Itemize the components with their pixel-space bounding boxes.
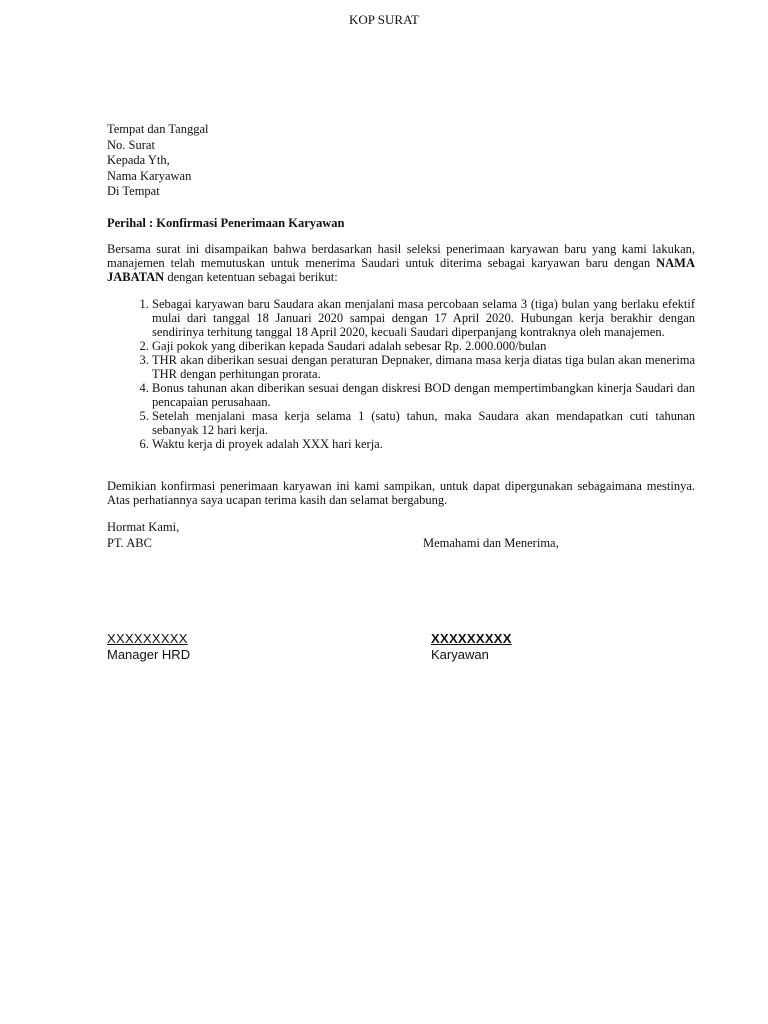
acknowledge-line: Memahami dan Menerima, (423, 536, 559, 550)
place-date-line: Tempat dan Tanggal (107, 122, 209, 136)
signature-role-hrd: Manager HRD (107, 647, 191, 662)
signature-block-hrd (107, 632, 190, 662)
letter-number-line: No. Surat (107, 137, 155, 152)
signature-name-hrd: XXXXXXXXX (107, 631, 188, 646)
intro-paragraph (107, 242, 695, 284)
company-name: PT. ABC (107, 536, 152, 550)
signature-name-employee: XXXXXXXXX (431, 631, 512, 646)
recipient-name: Nama Karyawan (107, 168, 192, 183)
list-item: 5. Setelah menjalani masa kerja selama 1 (satu) tahun, maka Saudara akan mendapatkan cuti tahunan sebanyak 12 hari kerja. (152, 409, 695, 437)
signature-role-employee: Karyawan (431, 647, 489, 662)
position-name: NAMA JABATAN (107, 256, 695, 284)
letterhead-title: KOP SURAT (349, 12, 419, 27)
list-item: 1. Sebagai karyawan baru Saudara akan menjalani masa percobaan selama 3 (tiga) bulan yang berlaku efektif mulai dari tanggal 18 Januari 2020 sampai dengan 17 April 2020. Hubungan kerja berakhir dengan sendirinya terhitung tanggal 18 April 2020, kecuali Saudari diperpanjang kontraknya oleh manajemen. (152, 297, 695, 339)
regards-line: Hormat Kami, (107, 520, 180, 534)
closing-paragraph: Demikian konfirmasi penerimaan karyawan ini kami sampikan, untuk dapat dipergunakan sebagaimana mestinya. Atas perhatiannya saya ucapan terima kasih dan selamat bergabung. (107, 479, 695, 507)
list-item: 6. Waktu kerja di proyek adalah XXX hari kerja. (152, 437, 695, 451)
list-item: 3. THR akan diberikan sesuai dengan peraturan Depnaker, dimana masa kerja diatas tiga bulan akan menerima THR dengan perhitungan prorata. (152, 353, 695, 381)
recipient-location: Di Tempat (107, 184, 160, 198)
list-item: 2. Gaji pokok yang diberikan kepada Saudari adalah sebesar Rp. 2.000.000/bulan (152, 339, 695, 353)
recipient-salutation: Kepada Yth, (107, 153, 170, 167)
terms-list (107, 297, 695, 451)
intro-text-end: dengan ketentuan sebagai berikut: (164, 270, 338, 284)
list-item: 4. Bonus tahunan akan diberikan sesuai dengan diskresi BOD dengan mempertimbangkan kinerja Saudari dan pencapaian perusahaan. (152, 381, 695, 409)
address-block (107, 122, 695, 200)
signature-block-employee (431, 632, 512, 662)
subject-line: Perihal : Konfirmasi Penerimaan Karyawan (107, 216, 345, 230)
intro-text: Bersama surat ini disampaikan bahwa berdasarkan hasil seleksi penerimaan karyawan baru yang kami lakukan, manajemen telah memutuskan untuk menerima Saudari untuk diterima sebagai karyawan baru dengan (107, 242, 695, 270)
